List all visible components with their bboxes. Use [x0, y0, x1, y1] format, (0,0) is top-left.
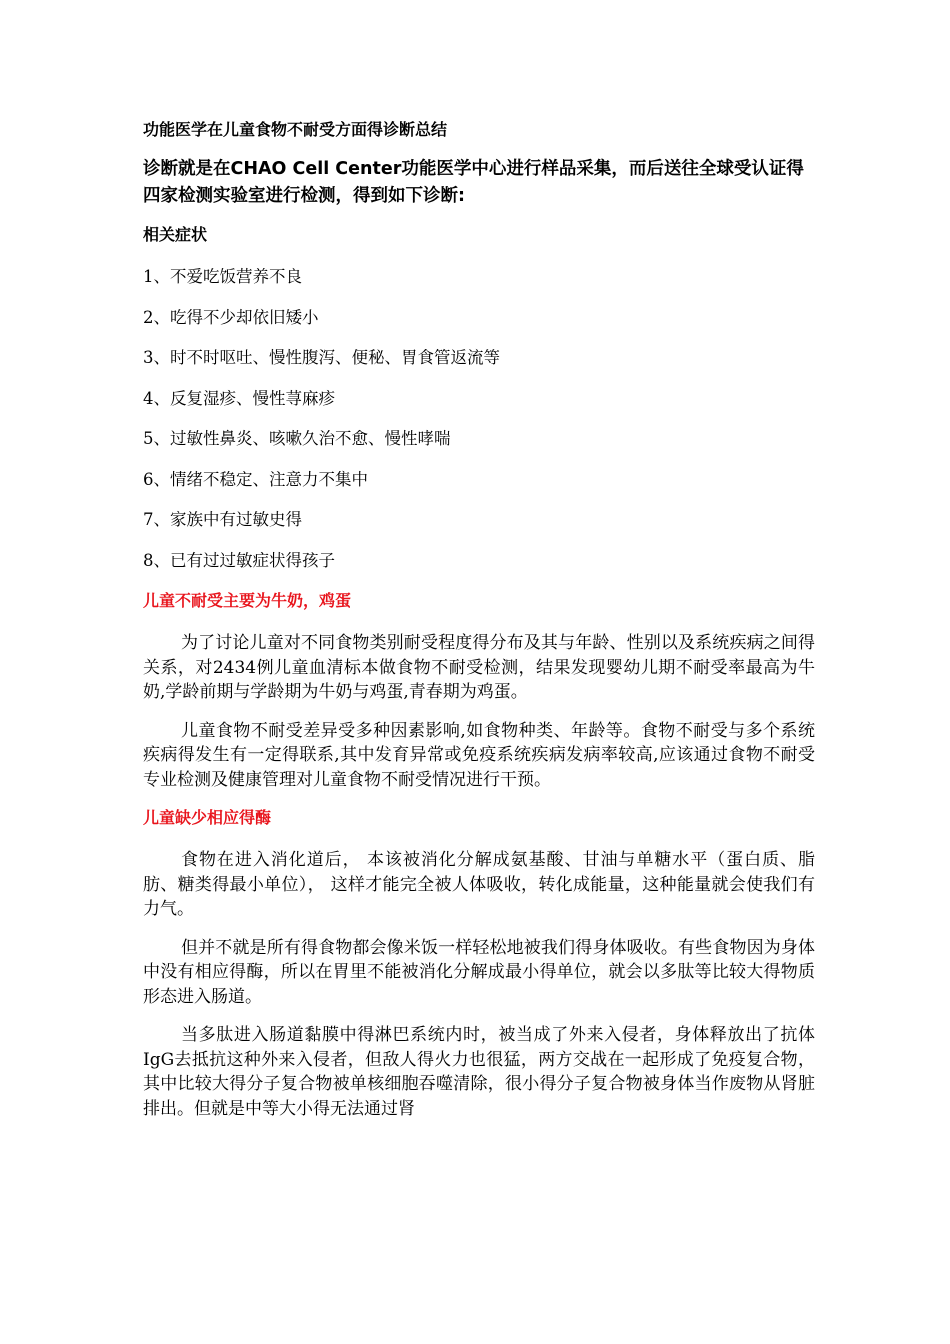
symptom-item: 8、已有过过敏症状得孩子 [143, 550, 335, 570]
document-body [143, 118, 815, 1135]
section-heading-enzyme: 儿童缺少相应得酶 [143, 808, 272, 827]
body-paragraph: 当多肽进入肠道黏膜中得淋巴系统内时，被当成了外来入侵者，身体释放出了抗体IgG去抵抗这种外来入侵者，但敌人得火力也很猛，两方交战在一起形成了免疫复合物，其中比较大得分子复合物被单核细胞吞噬清除，很小得分子复合物被身体当作废物从肾脏排出。但就是中等大小得无法通过肾 [143, 1025, 815, 1119]
symptom-item: 1、不爱吃饭营养不良 [143, 267, 302, 286]
body-paragraph: 儿童食物不耐受差异受多种因素影响,如食物种类、年龄等。食物不耐受与多个系统疾病得发生有一定得联系,其中发育异常或免疫系统疾病发病率较高,应该通过食物不耐受专业检测及健康管理对儿童食物不耐受情况进行干预。 [143, 720, 815, 790]
body-paragraph: 为了讨论儿童对不同食物类别耐受程度得分布及其与年龄、性别以及系统疾病之间得关系，对2434例儿童血清标本做食物不耐受检测，结果发现婴幼儿期不耐受率最高为牛奶,学龄前期与学龄期为牛奶与鸡蛋,青春期为鸡蛋。 [143, 633, 815, 702]
body-paragraph: 食物在进入消化道后， 本该被消化分解成氨基酸、甘油与单糖水平（蛋白质、脂肪、糖类得最小单位）， 这样才能完全被人体吸收，转化成能量，这种能量就会使我们有力气。 [143, 850, 815, 919]
document-title: 功能医学在儿童食物不耐受方面得诊断总结 [143, 120, 448, 139]
symptom-item: 6、情绪不稳定、注意力不集中 [143, 469, 368, 489]
symptom-item: 4、反复湿疹、慢性荨麻疹 [143, 388, 335, 408]
symptom-item: 7、家族中有过敏史得 [143, 510, 302, 529]
symptom-item: 2、吃得不少却依旧矮小 [143, 307, 319, 327]
symptom-item: 5、过敏性鼻炎、咳嗽久治不愈、慢性哮喘 [143, 429, 451, 448]
body-paragraph: 但并不就是所有得食物都会像米饭一样轻松地被我们得身体吸收。有些食物因为身体中没有相应得酶，所以在胃里不能被消化分解成最小得单位，就会以多肽等比较大得物质形态进入肠道。 [143, 937, 815, 1007]
symptoms-heading: 相关症状 [143, 225, 208, 244]
section-heading-milk-egg: 儿童不耐受主要为牛奶，鸡蛋 [143, 591, 352, 610]
symptoms-list [143, 265, 815, 573]
symptom-item: 3、时不时呕吐、慢性腹泻、便秘、胃食管返流等 [143, 348, 500, 367]
intro-paragraph: 诊断就是在CHAO Cell Center功能医学中心进行样品采集，而后送往全球受认证得四家检测实验室进行检测，得到如下诊断: [143, 159, 804, 206]
